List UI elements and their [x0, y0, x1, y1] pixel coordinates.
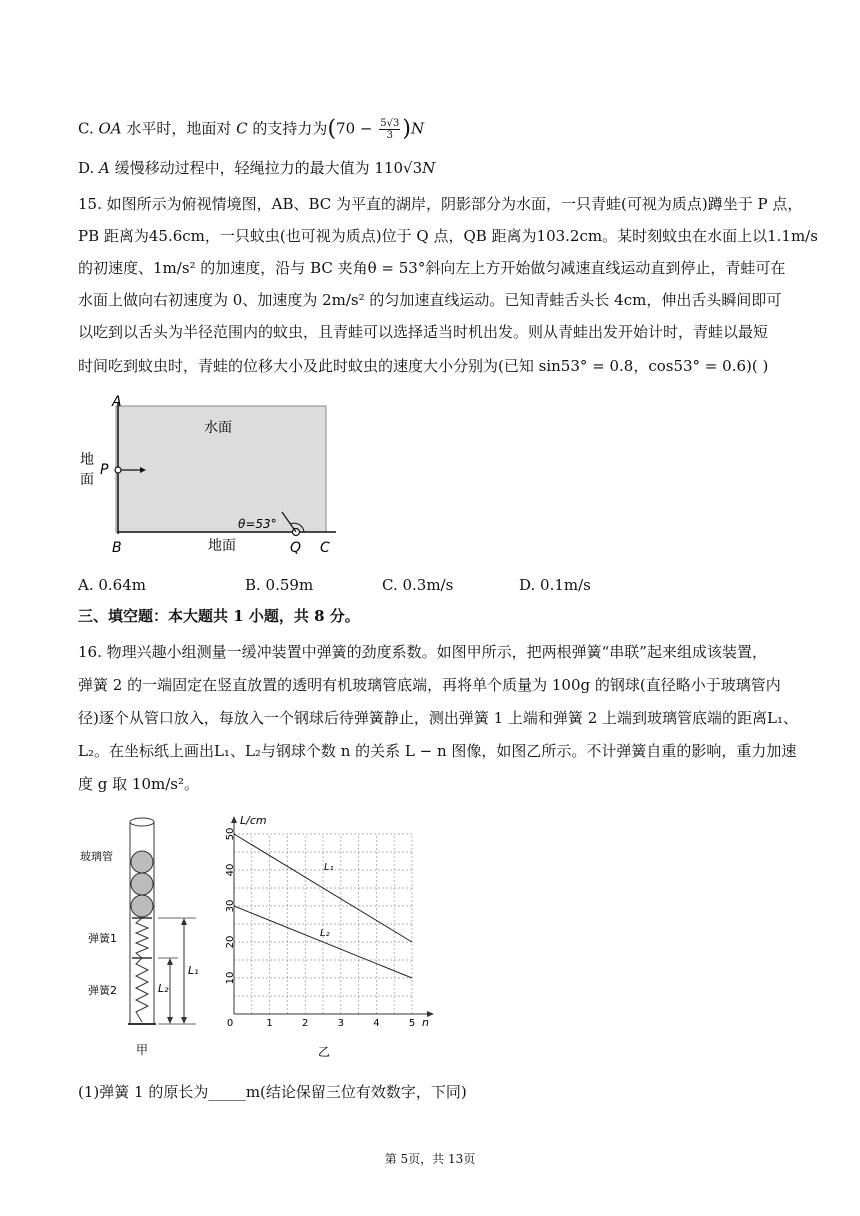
- x-tick-label: 5: [408, 1018, 416, 1029]
- q15-option-c: C. 0.3m/s: [382, 576, 454, 594]
- label-c: C: [320, 540, 330, 556]
- q15-line-2: PB 距离为45.6cm，一只蚊虫(也可视为质点)位于 Q 点，QB 距离为103.2cm。某时刻蚊虫在水面上以1.1m/s: [78, 227, 818, 245]
- label-ground-bottom: 地面: [208, 538, 236, 554]
- q14-option-c: C. OA 水平时，地面对 C 的支持力为(70 − $\frac{5√3}{3}$ )N: [78, 116, 425, 142]
- series-label-l2: L₂: [320, 928, 330, 939]
- y-tick-label: 20: [225, 935, 236, 949]
- q16-line-2: 弹簧 2 的一端固定在竖直放置的透明有机玻璃管底端，再将单个质量为 100g 的钢球(直径略小于玻璃管内: [78, 676, 781, 694]
- label-q: Q: [290, 540, 302, 556]
- q15-line-6: 时间吃到蚊虫时，青蛙的位移大小及此时蚊虫的速度大小分别为(已知 sin53° = 0.8，cos53° = 0.6)( ): [78, 357, 769, 375]
- q16-line-1: 16. 物理兴趣小组测量一缓冲装置中弹簧的劲度系数。如图甲所示，把两根弹簧“串联”起来组成该装置，: [78, 643, 767, 661]
- label-spring2: 弹簧2: [88, 984, 117, 997]
- point-p: [115, 467, 121, 473]
- q15-line-1: 15. 如图所示为俯视情境图，AB、BC 为平直的湖岸，阴影部分为水面，一只青蛙(可视为质点)蹲坐于 P 点，: [78, 195, 803, 213]
- l-n-chart: [212, 812, 442, 1064]
- q16-line-4: L₂。在坐标纸上画出L₁、L₂与钢球个数 n 的关系 L − n 图像，如图乙所示。不计弹簧自重的影响，重力加速: [78, 742, 797, 760]
- section-heading: 三、填空题：本大题共 1 小题，共 8 分。: [78, 607, 360, 625]
- label-b: B: [112, 540, 122, 556]
- label-l2: L₂: [158, 982, 169, 995]
- arrow-down-icon: [167, 1017, 173, 1024]
- q15-line-4: 水面上做向右初速度为 0、加速度为 2m/s² 的匀加速直线运动。已知青蛙舌头长 4cm，伸出舌头瞬间即可: [78, 291, 782, 309]
- y-tick-label: 10: [225, 971, 236, 985]
- steel-ball: [131, 851, 153, 873]
- series-label-l1: L₁: [324, 862, 334, 873]
- x-tick-label: 3: [337, 1018, 344, 1029]
- label-a: A: [112, 394, 122, 410]
- chart-grid: [234, 834, 412, 1014]
- y-tick-label: 30: [225, 899, 236, 913]
- q16-line-5: 度 g 取 10m/s²。: [78, 775, 199, 793]
- x-tick-label: 0: [226, 1018, 234, 1029]
- arrow-up-icon: [181, 918, 187, 925]
- y-axis-arrow-icon: [231, 816, 237, 823]
- x-axis-label: n: [422, 1016, 429, 1029]
- x-tick-label: 4: [373, 1018, 380, 1029]
- q16-line-3: 径)逐个从管口放入，每放入一个钢球后待弹簧静止，测出弹簧 1 上端和弹簧 2 上端到玻璃管底端的距离L₁、: [78, 709, 798, 727]
- q16-sub1: (1)弹簧 1 的原长为_____m(结论保留三位有效数字，下同): [78, 1083, 467, 1101]
- caption-jia: 甲: [135, 1043, 149, 1057]
- tube-top: [130, 818, 154, 826]
- label-angle: θ=53°: [238, 517, 277, 531]
- y-tick-label: 50: [225, 827, 236, 841]
- q15-option-d: D. 0.1m/s: [519, 576, 591, 594]
- figure-jia: [78, 812, 208, 1062]
- caption-yi: 乙: [317, 1045, 331, 1059]
- steel-ball: [131, 873, 153, 895]
- q15-line-3: 的初速度、1m/s² 的加速度，沿与 BC 夹角θ = 53°斜向左上方开始做匀减速直线运动直到停止，青蛙可在: [78, 259, 786, 277]
- label-p: P: [100, 462, 109, 478]
- spring2-coil: [136, 958, 148, 1022]
- q15-figure: [76, 392, 346, 562]
- fraction: $\frac{5√3}{3}$: [380, 118, 400, 141]
- arrow-up-icon: [167, 958, 173, 965]
- q15-option-a: A. 0.64m: [78, 576, 146, 594]
- label-spring1: 弹簧1: [88, 932, 117, 945]
- label-ground-left-1: 地: [80, 452, 94, 468]
- q15-line-5: 以吃到以舌头为半径范围内的蚊虫，且青蛙可以选择适当时机出发。则从青蛙出发开始计时，青蛙以最短: [78, 323, 769, 341]
- y-axis-label: L/cm: [240, 814, 267, 827]
- y-tick-label: 40: [225, 863, 236, 877]
- x-tick-label: 1: [266, 1018, 273, 1029]
- page-footer: 第 5页，共 13页: [384, 1152, 476, 1166]
- arrow-down-icon: [181, 1017, 187, 1024]
- steel-ball: [131, 895, 153, 917]
- spring1-coil: [136, 918, 148, 958]
- label-ground-left-2: 面: [80, 472, 94, 488]
- label-water: 水面: [204, 420, 232, 436]
- label-l1: L₁: [188, 964, 199, 977]
- x-tick-label: 2: [302, 1018, 309, 1029]
- q15-option-b: B. 0.59m: [245, 576, 314, 594]
- label-tube: 玻璃管: [80, 850, 113, 863]
- q14-option-d: D. A 缓慢移动过程中，轻绳拉力的最大值为 110√3N: [78, 159, 436, 177]
